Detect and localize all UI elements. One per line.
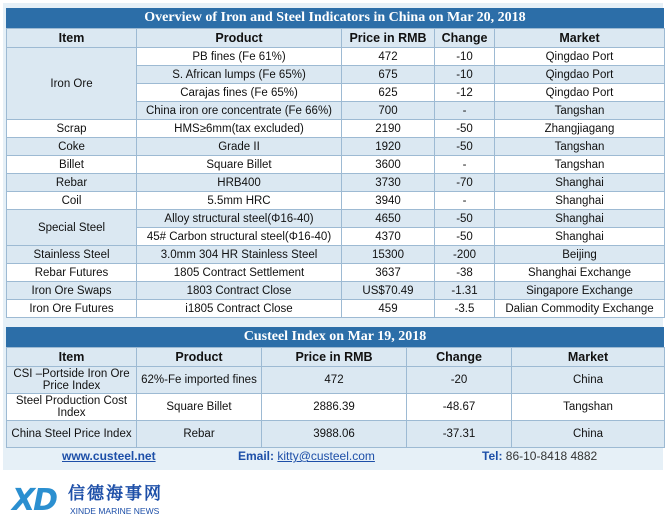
indicators-table (6, 28, 665, 318)
header-product: Product (137, 348, 262, 367)
change-cell: -37.31 (407, 421, 512, 448)
market-cell: Qingdao Port (495, 84, 665, 102)
price-cell: 4650 (342, 210, 435, 228)
change-cell: - (435, 156, 495, 174)
product-cell: China iron ore concentrate (Fe 66%) (137, 102, 342, 120)
price-cell: 472 (342, 48, 435, 66)
table-row (7, 421, 665, 448)
market-cell: Beijing (495, 246, 665, 264)
item-cell: China Steel Price Index (7, 421, 137, 448)
table-row (7, 120, 665, 138)
change-cell: - (435, 102, 495, 120)
tel-label: Tel: (482, 449, 506, 463)
tel-group (482, 449, 597, 463)
table-row (7, 156, 665, 174)
header-change: Change (407, 348, 512, 367)
change-cell: -1.31 (435, 282, 495, 300)
product-cell: Alloy structural steel(Φ16-40) (137, 210, 342, 228)
market-cell: Shanghai (495, 192, 665, 210)
custeel-header-row (7, 348, 665, 367)
market-cell: China (512, 421, 665, 448)
market-cell: Tangshan (495, 102, 665, 120)
item-cell: Iron Ore Swaps (7, 282, 137, 300)
product-cell: PB fines (Fe 61%) (137, 48, 342, 66)
product-cell: 3.0mm 304 HR Stainless Steel (137, 246, 342, 264)
table-row (7, 192, 665, 210)
table-row (7, 246, 665, 264)
product-cell: Rebar (137, 421, 262, 448)
item-cell: Special Steel (7, 210, 137, 246)
item-cell: Iron Ore Futures (7, 300, 137, 318)
change-cell: -48.67 (407, 394, 512, 421)
change-cell: - (435, 192, 495, 210)
table-row (7, 48, 665, 66)
item-cell: Stainless Steel (7, 246, 137, 264)
table-row (7, 264, 665, 282)
table-row (7, 282, 665, 300)
website-link[interactable]: www.custeel.net (62, 449, 156, 463)
product-cell: 5.5mm HRC (137, 192, 342, 210)
change-cell: -3.5 (435, 300, 495, 318)
item-cell: CSI –Portside Iron Ore Price Index (7, 367, 137, 394)
price-cell: 472 (262, 367, 407, 394)
logo-english: XINDE MARINE NEWS (70, 506, 160, 516)
header-item: Item (7, 348, 137, 367)
market-cell: Shanghai Exchange (495, 264, 665, 282)
header-change: Change (435, 29, 495, 48)
header-market: Market (495, 29, 665, 48)
change-cell: -70 (435, 174, 495, 192)
product-cell: 45# Carbon structural steel(Φ16-40) (137, 228, 342, 246)
market-cell: Shanghai (495, 210, 665, 228)
price-cell: 3637 (342, 264, 435, 282)
table-row (7, 300, 665, 318)
product-cell: i1805 Contract Close (137, 300, 342, 318)
product-cell: Square Billet (137, 394, 262, 421)
email-link[interactable]: kitty@custeel.com (277, 449, 375, 463)
product-cell: S. African lumps (Fe 65%) (137, 66, 342, 84)
market-cell: Shanghai (495, 174, 665, 192)
market-cell: Singapore Exchange (495, 282, 665, 300)
market-cell: Shanghai (495, 228, 665, 246)
product-cell: Carajas fines (Fe 65%) (137, 84, 342, 102)
contact-footer (6, 446, 664, 466)
change-cell: -12 (435, 84, 495, 102)
change-cell: -10 (435, 48, 495, 66)
item-cell: Steel Production Cost Index (7, 394, 137, 421)
price-cell: 459 (342, 300, 435, 318)
price-cell: 2886.39 (262, 394, 407, 421)
tel-number: 86-10-8418 4882 (505, 449, 598, 463)
header-product: Product (137, 29, 342, 48)
table-row (7, 174, 665, 192)
price-cell: 675 (342, 66, 435, 84)
price-cell: 700 (342, 102, 435, 120)
product-cell: 1803 Contract Close (137, 282, 342, 300)
price-cell: 3730 (342, 174, 435, 192)
item-cell: Coke (7, 138, 137, 156)
market-cell: Dalian Commodity Exchange (495, 300, 665, 318)
table-row (7, 210, 665, 228)
market-cell: Tangshan (495, 138, 665, 156)
email-label: Email: (238, 449, 278, 463)
header-item: Item (7, 29, 137, 48)
item-cell: Scrap (7, 120, 137, 138)
indicators-header-row (7, 29, 665, 48)
price-cell: US$70.49 (342, 282, 435, 300)
item-cell: Billet (7, 156, 137, 174)
market-cell: Tangshan (512, 394, 665, 421)
indicators-title: Overview of Iron and Steel Indicators in China on Mar 20, 2018 (6, 8, 664, 28)
market-cell: China (512, 367, 665, 394)
table-row (7, 138, 665, 156)
product-cell: Grade II (137, 138, 342, 156)
price-cell: 15300 (342, 246, 435, 264)
change-cell: -50 (435, 228, 495, 246)
product-cell: 1805 Contract Settlement (137, 264, 342, 282)
change-cell: -200 (435, 246, 495, 264)
price-cell: 3988.06 (262, 421, 407, 448)
product-cell: Square Billet (137, 156, 342, 174)
price-cell: 3600 (342, 156, 435, 174)
price-cell: 1920 (342, 138, 435, 156)
product-cell: 62%-Fe imported fines (137, 367, 262, 394)
change-cell: -50 (435, 210, 495, 228)
change-cell: -50 (435, 138, 495, 156)
table-row (7, 394, 665, 421)
price-cell: 2190 (342, 120, 435, 138)
market-cell: Qingdao Port (495, 66, 665, 84)
custeel-index-title: Custeel Index on Mar 19, 2018 (6, 327, 664, 347)
logo-mark: XD (12, 483, 57, 518)
change-cell: -20 (407, 367, 512, 394)
logo-chinese: 信德海事网 (68, 484, 163, 504)
table-row (7, 367, 665, 394)
market-cell: Zhangjiagang (495, 120, 665, 138)
header-price: Price in RMB (262, 348, 407, 367)
change-cell: -38 (435, 264, 495, 282)
price-cell: 625 (342, 84, 435, 102)
item-cell: Rebar (7, 174, 137, 192)
market-cell: Qingdao Port (495, 48, 665, 66)
item-cell: Iron Ore (7, 48, 137, 120)
product-cell: HRB400 (137, 174, 342, 192)
xinde-logo (12, 484, 312, 520)
email-group (238, 449, 375, 463)
header-market: Market (512, 348, 665, 367)
product-cell: HMS≥6mm(tax excluded) (137, 120, 342, 138)
item-cell: Coil (7, 192, 137, 210)
header-price: Price in RMB (342, 29, 435, 48)
price-cell: 3940 (342, 192, 435, 210)
change-cell: -10 (435, 66, 495, 84)
market-cell: Tangshan (495, 156, 665, 174)
item-cell: Rebar Futures (7, 264, 137, 282)
price-cell: 4370 (342, 228, 435, 246)
custeel-index-table (6, 347, 665, 448)
change-cell: -50 (435, 120, 495, 138)
